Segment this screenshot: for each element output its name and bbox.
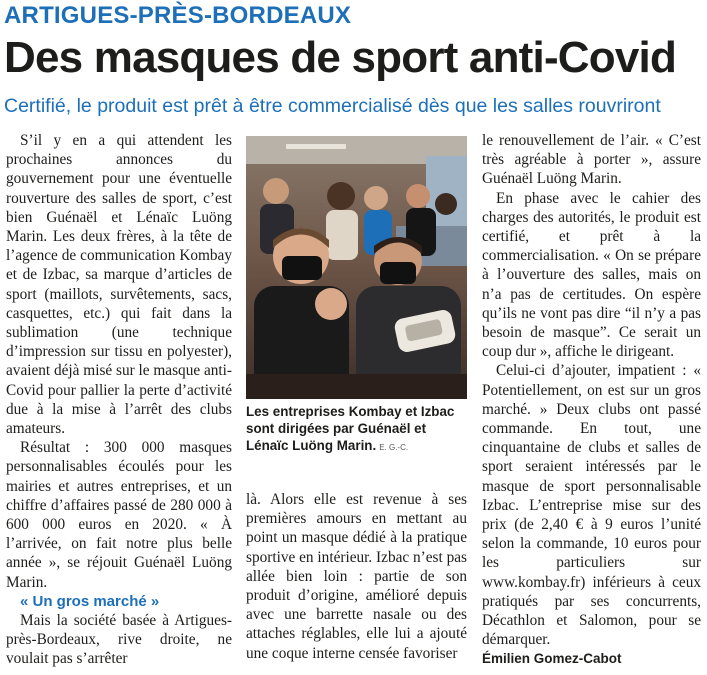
section-subhead: « Un gros marché » <box>20 592 160 610</box>
paragraph: En phase avec le cahier des charges des autorités, le produit est certifié, et prêt à la commercialisation. « On se prépare à l’ouverture des salles, mais on n’a pas de certitudes. On espère qu’ils ne vont pas dire “il n’y a pas besoin de masque”. Ce serait un coup dur », affiche le dirigeant. <box>482 189 701 361</box>
photo-caption <box>246 403 467 456</box>
paragraph: Celui-ci d’ajouter, impatient : « Potentiellement, on est sur un gros marché. » Deux clubs ont passé commande. En tout, une cinquantaine de clubs et salles de sport seraient intéressés par le masque de sport personnalisable Izbac. L’entreprise mise sur des prix (de 2,40 € à 9 euros l’unité selon la commande, 10 euros pour les particuliers sur www.kombay.fr) inférieurs à ceux pratiqués par ses concurrents, Décathlon et Salomon, pour se démarquer. <box>482 362 701 649</box>
article-kicker: ARTIGUES-PRÈS-BORDEAUX <box>4 2 352 29</box>
caption-text: Les entreprises Kombay et Izbac sont dirigées par Guénaël et Lénaïc Luöng Marin. <box>246 404 455 453</box>
photo-illustration <box>246 136 467 399</box>
paragraph: là. Alors elle est revenue à ses premières amours en mettant au point un masque dédié à la pratique sportive en intérieur. Izbac n’est pas allée bien loin : partie de son produit d’origine, amélioré depuis avec une barrette nasale ou des attaches réglables, elle lui a ajouté une coque interne censée favoriser <box>246 491 467 662</box>
article-photo <box>246 136 467 399</box>
paragraph: S’il y en a qui attendent les prochaines annonces du gouvernement pour une éventuelle rouverture des salles de sport, c’est bien Guénaël et Lénaïc Luöng Marin. Les deux frères, à la tête de l’agence de communication Kombay et de Izbac, sa marque d’articles de sport (maillots, survêtements, sacs, casquettes, etc.) qui fait dans la sublimation (une technique d’impression sur tissu en polyester), avaient déjà misé sur le masque anti-Covid pour pallier la perte d’activité due à la mise à l’arrêt des clubs amateurs. <box>6 132 232 438</box>
paragraph: le renouvellement de l’air. « C’est très agréable à porter », assure Guénaël Luöng Marin. <box>482 132 701 188</box>
article-headline: Des masques de sport anti-Covid <box>4 33 677 82</box>
paragraph: Résultat : 300 000 masques personnalisables écoulés pour les mairies et autres entreprises, et un chiffre d’affaires passé de 280 000 à 600 000 euros en 2020. « À l’arrivée, on fait notre plus belle année », se réjouit Guénaël Luöng Marin. <box>6 439 232 591</box>
photo-credit: E. G.-C. <box>379 443 409 452</box>
article-column-1 <box>6 131 232 669</box>
article-subtitle: Certifié, le produit est prêt à être commercialisé dès que les salles rouvriront <box>4 95 661 117</box>
article-column-3 <box>482 131 701 669</box>
paragraph: Mais la société basée à Artigues-près-Bordeaux, rive droite, ne voulait pas s’arrêter <box>6 612 232 668</box>
article-author: Émilien Gomez-Cabot <box>482 651 622 667</box>
article-column-2 <box>246 490 467 663</box>
